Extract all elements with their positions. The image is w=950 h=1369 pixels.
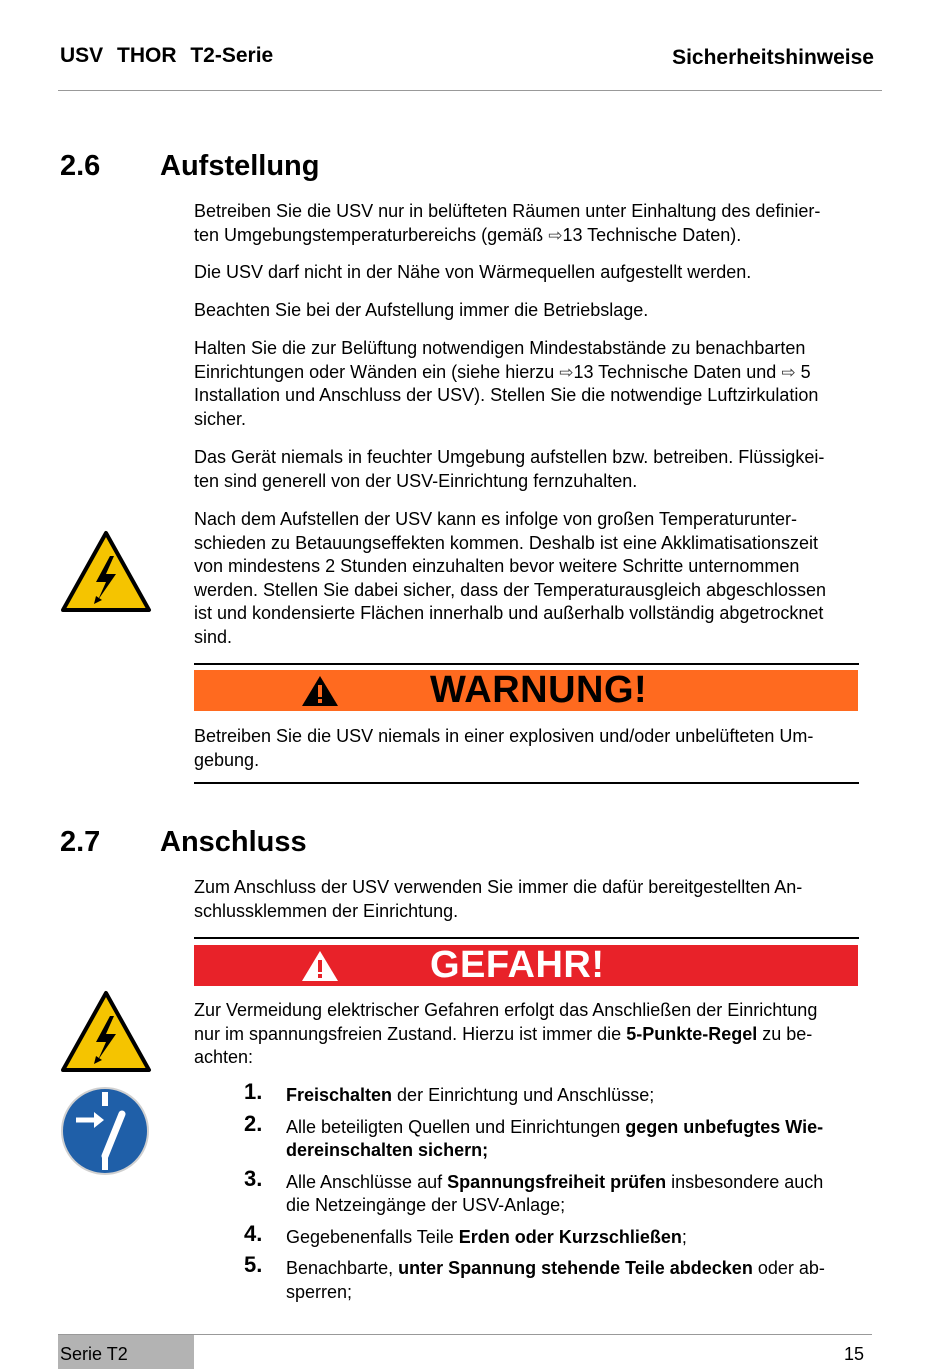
text-line: achten: <box>194 1047 254 1067</box>
warning-banner <box>194 670 858 711</box>
text-line: schieden zu Betauungseffekten kommen. Deshalb ist eine Akklimatisationszeit <box>194 532 819 553</box>
text-line: Installation und Anschluss der USV). Stellen Sie die notwendige Luftzirkulation <box>194 385 819 405</box>
text-line: Das Gerät niemals in feuchter Umgebung aufstellen bzw. betreiben. Flüssigkei- <box>194 447 825 467</box>
list-item: 5. Benachbarte, unter Spannung stehende Teile abdecken oder ab- sperren; <box>244 1252 825 1302</box>
cross-reference-link[interactable]: 13 Technische Daten). <box>562 224 742 245</box>
list-item: 4. Gegebenenfalls Teile Erden oder Kurzschließen; <box>244 1220 687 1247</box>
text-line: sind. <box>194 626 233 647</box>
danger-label: GEFAHR! <box>430 944 605 986</box>
page-number: 15 <box>843 1344 864 1364</box>
list-item: 2. Alle beteiligten Quellen und Einrichtungen gegen unbefugtes Wie- dereinschalten sichern; <box>244 1110 824 1160</box>
text-line: Nach dem Aufstellen der USV kann es infolge von großen Temperaturunter- <box>194 509 797 529</box>
disconnect-mandatory-icon <box>60 1086 150 1176</box>
electric-hazard-icon <box>60 990 152 1074</box>
paragraph-clearances <box>194 337 862 431</box>
section-heading-anschluss <box>60 826 307 859</box>
text-line: ten Umgebungstemperaturbereichs (gemäß ⇨13 Technische Daten). <box>194 224 742 245</box>
cross-reference-link[interactable]: 5 <box>795 361 811 382</box>
text-line: nur im spannungsfreien Zustand. Hierzu ist immer die 5-Punkte-Regel zu be- <box>194 1023 813 1044</box>
reference-arrow-icon: ⇨ <box>781 362 796 382</box>
paragraph-humidity <box>194 446 862 493</box>
list-item: 1. Freischalten der Einrichtung und Anschlüsse; <box>244 1079 655 1105</box>
paragraph-terminals <box>194 876 862 923</box>
reference-arrow-icon: ⇨ <box>548 225 563 245</box>
reference-arrow-icon: ⇨ <box>559 362 574 382</box>
list-item: 3. Alle Anschlüsse auf Spannungsfreiheit prüfen insbesondere auch die Netzeingänge der USV-Anlage; <box>244 1165 824 1215</box>
section-title: Anschluss <box>160 826 307 858</box>
header-right: Sicherheitshinweise <box>672 46 874 69</box>
header-rule <box>58 90 882 91</box>
text-line: Betreiben Sie die USV niemals in einer explosiven und/oder unbelüfteten Um- <box>194 726 814 746</box>
section-number: 2.6 <box>60 150 101 182</box>
text-line: ist und kondensierte Flächen innerhalb und außerhalb vollständig abgetrocknet <box>194 603 824 623</box>
text-line: sicher. <box>194 408 247 429</box>
paragraph-operating-position: Beachten Sie bei der Aufstellung immer die Betriebslage. <box>194 300 649 320</box>
paragraph-explosive <box>194 725 862 772</box>
text-line: schlussklemmen der Einrichtung. <box>194 900 459 921</box>
danger-rule-top <box>194 937 859 939</box>
warning-triangle-icon <box>300 949 340 983</box>
text-line: Betreiben Sie die USV nur in belüfteten Räumen unter Einhaltung des definier- <box>194 201 821 221</box>
warning-rule-bottom <box>194 782 859 784</box>
danger-banner <box>194 945 858 986</box>
paragraph-heat-sources: Die USV darf nicht in der Nähe von Wärmequellen aufgestellt werden. <box>194 262 752 282</box>
warning-triangle-icon <box>300 674 340 708</box>
warning-rule-top <box>194 663 859 665</box>
paragraph-five-rules <box>194 999 862 1070</box>
text-line: Einrichtungen oder Wänden ein (siehe hierzu ⇨13 Technische Daten und ⇨ 5 <box>194 361 811 382</box>
section-heading-aufstellung <box>60 150 320 183</box>
text-line: ten sind generell von der USV-Einrichtung fernzuhalten. <box>194 470 638 491</box>
warning-label: WARNUNG! <box>430 669 648 711</box>
text-line: Zum Anschluss der USV verwenden Sie immer die dafür bereitgestellten An- <box>194 877 803 897</box>
five-rules-list <box>244 1079 864 1312</box>
section-number: 2.7 <box>60 826 101 858</box>
section-title: Aufstellung <box>160 150 320 182</box>
text-line: gebung. <box>194 749 260 770</box>
footer-series: Serie T2 <box>60 1344 128 1364</box>
text-line: werden. Stellen Sie dabei sicher, dass der Temperaturausgleich abgeschlossen <box>194 579 827 600</box>
electric-hazard-icon <box>60 530 152 614</box>
header-left: USV THOR T2-Serie <box>60 44 274 67</box>
text-line: Zur Vermeidung elektrischer Gefahren erfolgt das Anschließen der Einrichtung <box>194 1000 818 1020</box>
text-line: Halten Sie die zur Belüftung notwendigen Mindestabstände zu benachbarten <box>194 338 806 358</box>
text-line: von mindestens 2 Stunden einzuhalten bevor weitere Schritte unternommen <box>194 556 800 576</box>
paragraph-ventilation <box>194 200 862 247</box>
cross-reference-link[interactable]: 13 Technische Daten und <box>573 361 782 382</box>
paragraph-condensation <box>194 508 862 649</box>
